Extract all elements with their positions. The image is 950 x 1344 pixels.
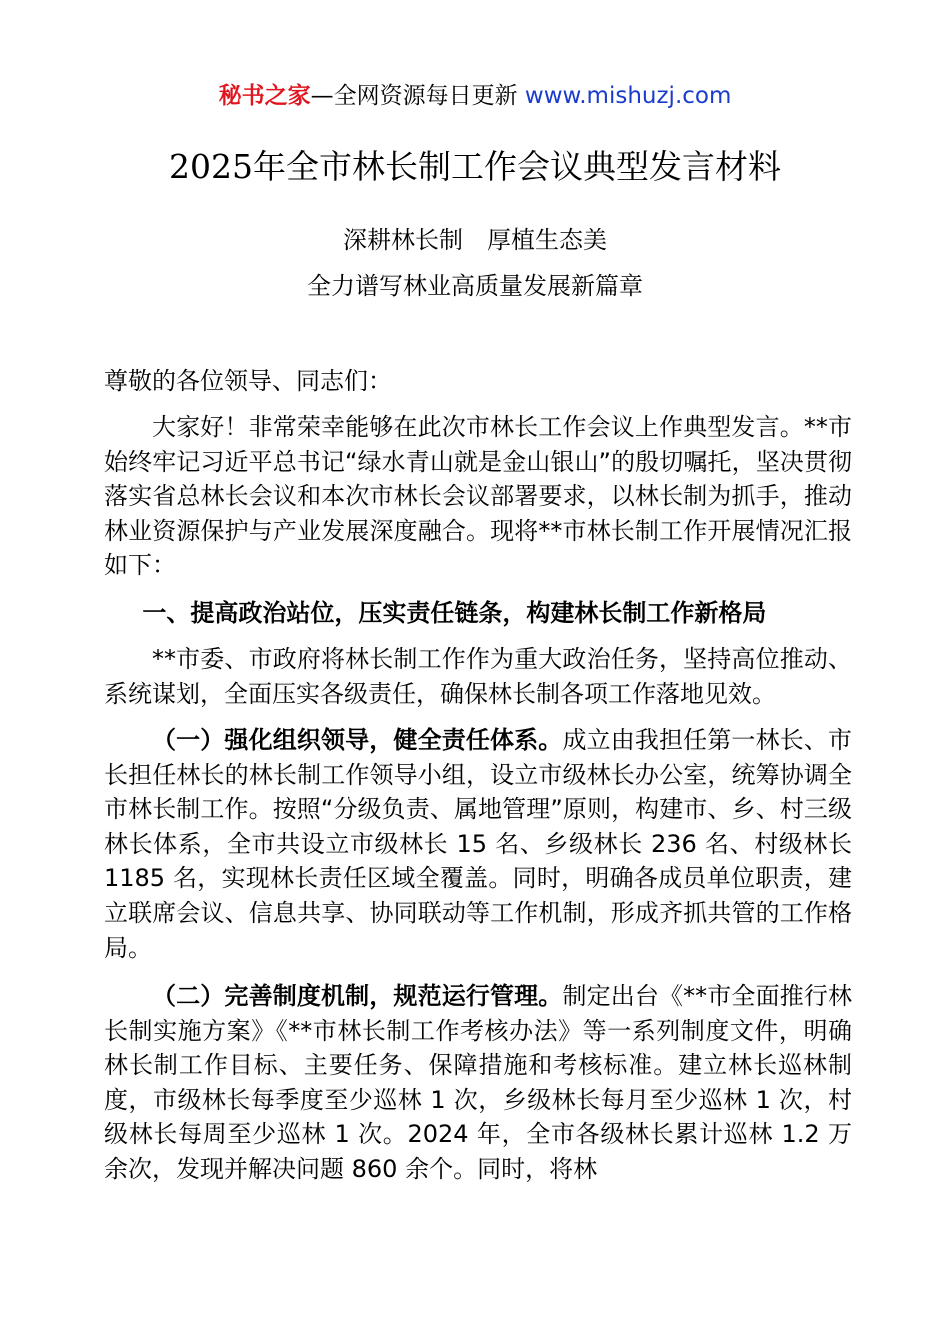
subtitle-line-1: 深耕林长制 厚植生态美: [343, 226, 607, 254]
subtitle-line-2: 全力谱写林业高质量发展新篇章: [307, 272, 643, 300]
subsection-1-text: 成立由我担任第一林长、市长担任林长的林长制工作领导小组，设立市级林长办公室，统筹协调全市林长制工作。按照“分级负责、属地管理”原则，构建市、乡、村三级林长体系，全市共设立市级林长 15 名、乡级林长 236 名、村级林长 1185 名，实现林长责任区域全覆盖。同时，明确各成员单位职责，建立联席会议、信息共享、协同联动等工作机制，形成齐抓共管的工作格局。: [104, 726, 853, 962]
subsection-1-paragraph: [104, 723, 852, 965]
site-tagline: —全网资源每日更新: [310, 83, 525, 109]
subsection-1-heading: （一）强化组织领导，健全责任体系。: [152, 726, 563, 754]
subsection-2-heading: （二）完善制度机制，规范运行管理。: [152, 982, 563, 1010]
subsection-2-paragraph: [104, 979, 852, 1187]
section-heading-1: 一、提高政治站位，压实责任链条，构建林长制工作新格局: [142, 599, 767, 627]
document-title: 2025年全市林长制工作会议典型发言材料: [169, 147, 781, 186]
site-header: [0, 80, 950, 112]
site-url-link[interactable]: www.mishuzj.com: [524, 83, 732, 109]
intro-paragraph: 大家好！非常荣幸能够在此次市林长工作会议上作典型发言。**市始终牢记习近平总书记“绿水青山就是金山银山”的殷切嘱托，坚决贯彻落实省总林长会议和本次市林长会议部署要求，以林长制为抓手，推动林业资源保护与产业发展深度融合。现将**市林长制工作开展情况汇报如下：: [104, 413, 852, 580]
greeting: 尊敬的各位领导、同志们：: [104, 367, 392, 395]
brand-name: 秘书之家: [218, 83, 311, 109]
subsection-2-text: 制定出台《**市全面推行林长制实施方案》《**市林长制工作考核办法》等一系列制度文件，明确林长制工作目标、主要任务、保障措施和考核标准。建立林长巡林制度，市级林长每季度至少巡林 1 次，乡级林长每月至少巡林 1 次，村级林长每周至少巡林 1 次。2024 年，全市各级林长累计巡林 1.2 万余次，发现并解决问题 860 余个。同时，将林: [104, 982, 853, 1183]
section-1-intro-paragraph: **市委、市政府将林长制工作作为重大政治任务，坚持高位推动、系统谋划，全面压实各级责任，确保林长制各项工作落地见效。: [104, 645, 852, 708]
